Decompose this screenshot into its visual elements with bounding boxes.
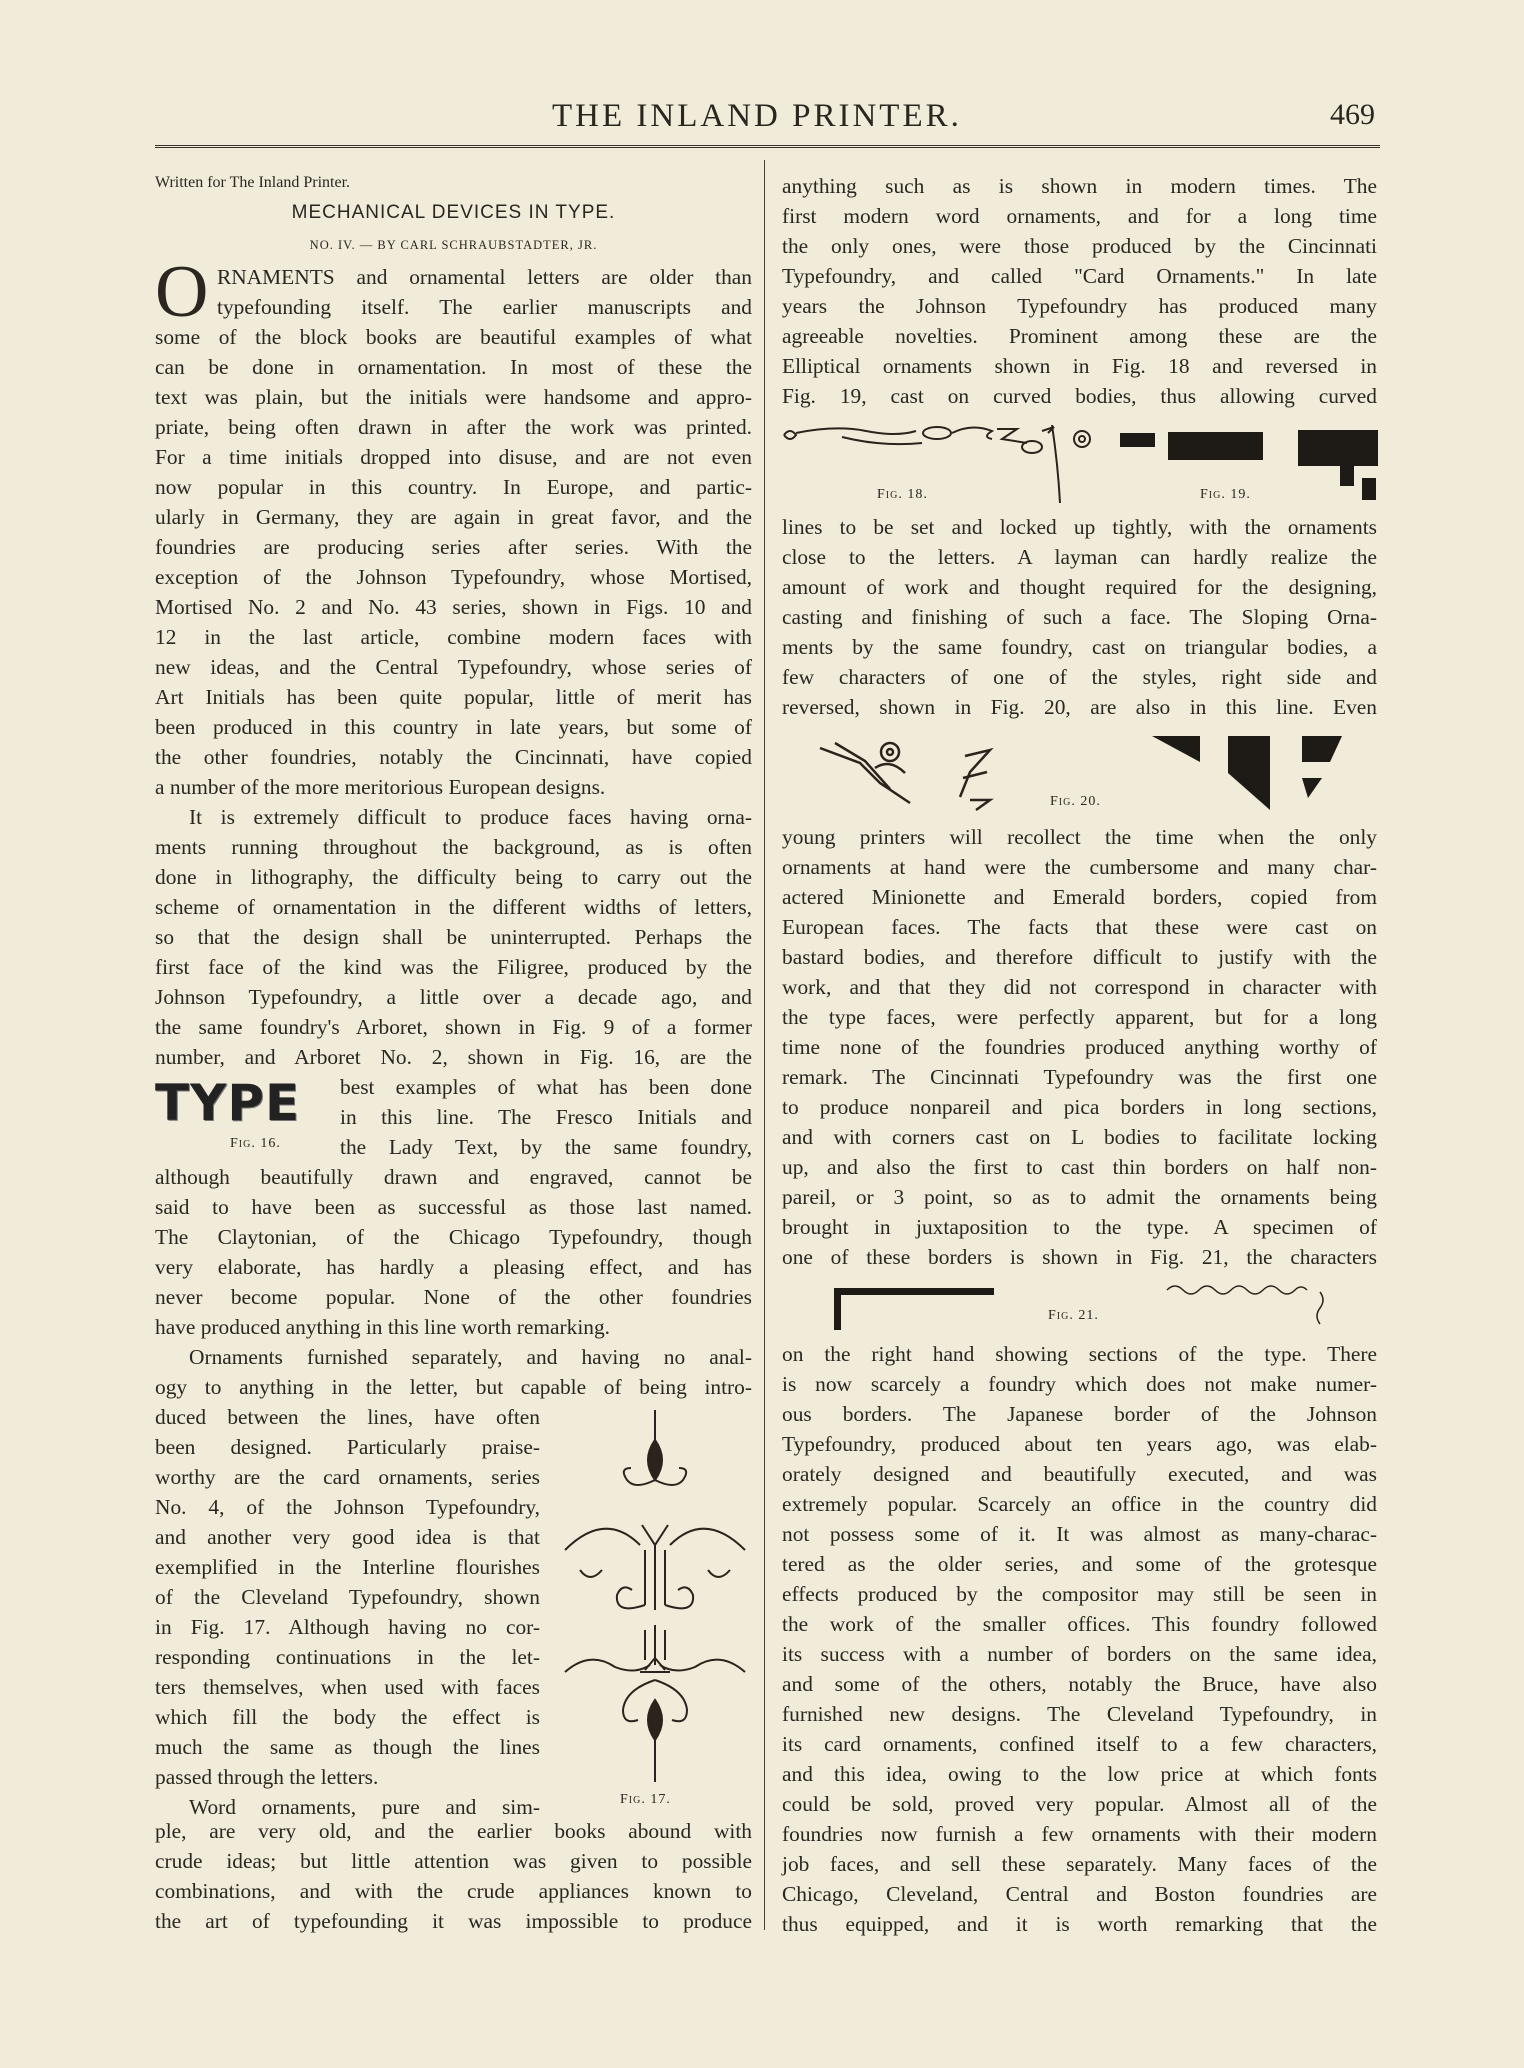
text-line: ters themselves, when used with faces [155, 1675, 540, 1699]
text-line: never become popular. None of the other foundries [155, 1285, 752, 1309]
text-line: Typefoundry, and called "Card Ornaments." In late [782, 264, 1377, 288]
article-title: MECHANICAL DEVICES IN TYPE. [291, 202, 616, 223]
fig16-word: TYPE [155, 1074, 301, 1132]
right-column-body-3 [782, 822, 1377, 1272]
text-line: best examples of what has been done [340, 1075, 752, 1099]
written-for-note: Written for The Inland Printer. [155, 174, 351, 191]
text-line: up, and also the first to cast thin borders on half non- [782, 1155, 1377, 1179]
text-line: few characters of one of the styles, right side and [782, 665, 1377, 689]
text-line: foundries are producing series after series. With the [155, 535, 752, 559]
text-line: casting and finishing of such a face. The Sloping Orna- [782, 605, 1377, 629]
text-line: the art of typefounding it was impossible to produce [155, 1909, 752, 1933]
text-line: priate, being often drawn in after the work was printed. [155, 415, 752, 439]
text-line: foundries now furnish a few ornaments with their modern [782, 1822, 1377, 1846]
journal-title: THE INLAND PRINTER. [552, 98, 962, 134]
text-line: much the same as though the lines [155, 1735, 540, 1759]
text-line: amount of work and thought required for the designing, [782, 575, 1377, 599]
text-line: its card ornaments, confined itself to a few characters, [782, 1732, 1377, 1756]
text-line: Mortised No. 2 and No. 43 series, shown in Figs. 10 and [155, 595, 752, 619]
text-line: and with corners cast on L bodies to facilitate locking [782, 1125, 1377, 1149]
fig16-wrap-text [340, 1072, 752, 1162]
text-line: European faces. The facts that these were cast on [782, 915, 1377, 939]
text-line: ous borders. The Japanese border of the Johnson [782, 1402, 1377, 1426]
text-line: said to have been as successful as those last named. [155, 1195, 752, 1219]
text-line: responding continuations in the let- [155, 1645, 540, 1669]
text-line: orately designed and beautifully executed, and was [782, 1462, 1377, 1486]
fig19-block [1340, 466, 1354, 486]
text-line: ments by the same foundry, cast on triangular bodies, a [782, 635, 1377, 659]
text-line: so that the design shall be uninterrupted. Perhaps the [155, 925, 752, 949]
fig20-block [1228, 736, 1270, 810]
text-line: Chicago, Cleveland, Central and Boston foundries are [782, 1882, 1377, 1906]
text-line: close to the letters. A layman can hardly realize the [782, 545, 1377, 569]
fig21-border-corner [834, 1288, 841, 1330]
text-line: 12 in the last article, combine modern faces with [155, 625, 752, 649]
text-line: RNAMENTS and ornamental letters are older than [217, 265, 752, 289]
text-line: It is extremely difficult to produce faces having orna- [189, 805, 752, 829]
text-line: a number of the more meritorious European designs. [155, 775, 606, 799]
text-line: actered Minionette and Emerald borders, copied from [782, 885, 1377, 909]
text-line: agreeable novelties. Prominent among these are the [782, 324, 1377, 348]
drop-cap: O [155, 251, 209, 333]
text-line: pareil, or 3 point, so as to admit the ornaments being [782, 1185, 1377, 1209]
fig19-block [1120, 433, 1155, 447]
text-line: which fill the body the effect is [155, 1705, 540, 1729]
fig19-block [1362, 478, 1376, 500]
fig21-border-sections [1165, 1282, 1335, 1332]
text-line: the other foundries, notably the Cincinnati, have copied [155, 745, 752, 769]
text-line: scheme of ornamentation in the different widths of letters, [155, 895, 752, 919]
text-line: although beautifully drawn and engraved, cannot be [155, 1165, 752, 1189]
text-line: the type faces, were perfectly apparent, but for a long [782, 1005, 1377, 1029]
text-line: Art Initials has been quite popular, little of merit has [155, 685, 752, 709]
right-column-body-2 [782, 512, 1377, 722]
text-line: and this idea, owing to the low price at which fonts [782, 1762, 1377, 1786]
text-line: of the Cleveland Typefoundry, shown [155, 1585, 540, 1609]
text-line: its success with a number of borders on the same idea, [782, 1642, 1377, 1666]
byline: NO. IV. — BY CARL SCHRAUBSTADTER, JR. [309, 238, 598, 252]
text-line: Word ornaments, pure and sim- [189, 1795, 540, 1819]
text-line: exemplified in the Interline flourishes [155, 1555, 540, 1579]
text-line: ogy to anything in the letter, but capable of being intro- [155, 1375, 752, 1399]
text-line: done in lithography, the difficulty being to carry out the [155, 865, 752, 889]
text-line: on the right hand showing sections of the type. There [782, 1342, 1377, 1366]
text-line: text was plain, but the initials were handsome and appro- [155, 385, 752, 409]
text-line: thus equipped, and it is worth remarking that the [782, 1912, 1377, 1936]
text-line: years the Johnson Typefoundry has produced many [782, 294, 1377, 318]
text-line: the Lady Text, by the same foundry, [340, 1135, 752, 1159]
text-line: could be sold, proved very popular. Almost all of the [782, 1792, 1377, 1816]
text-line: young printers will recollect the time when the only [782, 825, 1377, 849]
text-line: combinations, and with the crude appliances known to [155, 1879, 752, 1903]
fig18-caption: Fig. 18. [877, 487, 928, 502]
text-line: and some of the others, notably the Bruce, have also [782, 1672, 1377, 1696]
right-column-body-4 [782, 1339, 1377, 1939]
text-line: in this line. The Fresco Initials and [340, 1105, 752, 1129]
text-line: number, and Arboret No. 2, shown in Fig. 16, are the [155, 1045, 752, 1069]
text-line: tered as the older series, and some of the grotesque [782, 1552, 1377, 1576]
text-line: ple, are very old, and the earlier books abound with [155, 1819, 752, 1843]
text-line: reversed, shown in Fig. 20, are also in this line. Even [782, 695, 1377, 719]
text-line: have produced anything in this line worth remarking. [155, 1315, 611, 1339]
fig19-block [1298, 430, 1378, 466]
text-line: Johnson Typefoundry, a little over a decade ago, and [155, 985, 752, 1009]
fig20-block [1152, 736, 1200, 762]
text-line: is now scarcely a foundry which does not make numer- [782, 1372, 1377, 1396]
text-line: Ornaments furnished separately, and having no anal- [189, 1345, 752, 1369]
text-line: to produce nonpareil and pica borders in long sections, [782, 1095, 1377, 1119]
text-line: job faces, and sell these separately. Many faces of the [782, 1852, 1377, 1876]
text-line: ornaments at hand were the cumbersome and many char- [782, 855, 1377, 879]
text-line: work, and that they did not correspond in character with [782, 975, 1377, 999]
text-line: bastard bodies, and therefore difficult to justify with the [782, 945, 1377, 969]
paragraph-1-opening [217, 262, 752, 322]
column-divider [764, 160, 765, 1930]
text-line: time none of the foundries produced anything worthy of [782, 1035, 1377, 1059]
text-line: remark. The Cincinnati Typefoundry was the first one [782, 1065, 1377, 1089]
text-line: worthy are the card ornaments, series [155, 1465, 540, 1489]
fig17-caption: Fig. 17. [620, 1792, 671, 1807]
fig21-caption: Fig. 21. [1048, 1308, 1099, 1323]
text-line: first face of the kind was the Filigree, produced by the [155, 955, 752, 979]
text-line: passed through the letters. [155, 1765, 379, 1789]
fig16-ornamental-type [155, 1074, 325, 1132]
text-line: not possess some of it. It was almost as many-charac- [782, 1522, 1377, 1546]
text-line: extremely popular. Scarcely an office in the country did [782, 1492, 1377, 1516]
fig17-wrap-text [155, 1402, 540, 1822]
text-line: and another very good idea is that [155, 1525, 540, 1549]
fig20-sloping-ornaments [815, 738, 1015, 813]
text-line: brought in juxtaposition to the type. A specimen of [782, 1215, 1377, 1239]
text-line: now popular in this country. In Europe, and partic- [155, 475, 752, 499]
fig19-block [1168, 432, 1263, 460]
text-line: typefounding itself. The earlier manuscripts and [217, 295, 752, 319]
text-line: very elaborate, has hardly a pleasing effect, and has [155, 1255, 752, 1279]
text-line: furnished new designs. The Cleveland Typefoundry, in [782, 1702, 1377, 1726]
fig21-border-top [834, 1288, 994, 1295]
text-line: duced between the lines, have often [155, 1405, 540, 1429]
text-line: been designed. Particularly praise- [155, 1435, 540, 1459]
text-line: anything such as is shown in modern times. The [782, 174, 1377, 198]
fig17-interline-flourishes [560, 1410, 750, 1790]
left-column-body-3 [155, 1816, 752, 1936]
text-line: been produced in this country in late years, but some of [155, 715, 752, 739]
text-line: crude ideas; but little attention was given to possible [155, 1849, 752, 1873]
text-line: one of these borders is shown in Fig. 21, the characters [782, 1245, 1377, 1269]
text-line: first modern word ornaments, and for a long time [782, 204, 1377, 228]
fig18-elliptical-ornaments [782, 425, 1122, 505]
text-line: new ideas, and the Central Typefoundry, whose series of [155, 655, 752, 679]
text-line: can be done in ornamentation. In most of these the [155, 355, 752, 379]
left-column-body [155, 322, 752, 1072]
text-line: lines to be set and locked up tightly, with the ornaments [782, 515, 1377, 539]
text-line: The Claytonian, of the Chicago Typefoundry, though [155, 1225, 752, 1249]
text-line: Elliptical ornaments shown in Fig. 18 and reversed in [782, 354, 1377, 378]
header-rule [155, 145, 1380, 148]
fig20-block [1302, 736, 1342, 762]
text-line: some of the block books are beautiful examples of what [155, 325, 752, 349]
text-line: ularly in Germany, they are again in great favor, and the [155, 505, 752, 529]
text-line: For a time initials dropped into disuse, and are not even [155, 445, 752, 469]
right-column-body-1 [782, 171, 1377, 411]
page-number: 469 [1330, 98, 1375, 131]
text-line: Fig. 19, cast on curved bodies, thus allowing curved [782, 384, 1377, 408]
fig20-block [1302, 778, 1322, 798]
text-line: ments running throughout the background, as is often [155, 835, 752, 859]
text-line: exception of the Johnson Typefoundry, whose Mortised, [155, 565, 752, 589]
fig20-caption: Fig. 20. [1050, 794, 1101, 809]
text-line: in Fig. 17. Although having no cor- [155, 1615, 540, 1639]
fig16-caption: Fig. 16. [230, 1136, 281, 1151]
text-line: Typefoundry, produced about ten years ago, was elab- [782, 1432, 1377, 1456]
text-line: No. 4, of the Johnson Typefoundry, [155, 1495, 540, 1519]
text-line: the only ones, were those produced by the Cincinnati [782, 234, 1377, 258]
fig19-caption: Fig. 19. [1200, 487, 1251, 502]
text-line: effects produced by the compositor may still be seen in [782, 1582, 1377, 1606]
text-line: the work of the smaller offices. This foundry followed [782, 1612, 1377, 1636]
left-column-body-2 [155, 1162, 752, 1402]
text-line: the same foundry's Arboret, shown in Fig. 9 of a former [155, 1015, 752, 1039]
